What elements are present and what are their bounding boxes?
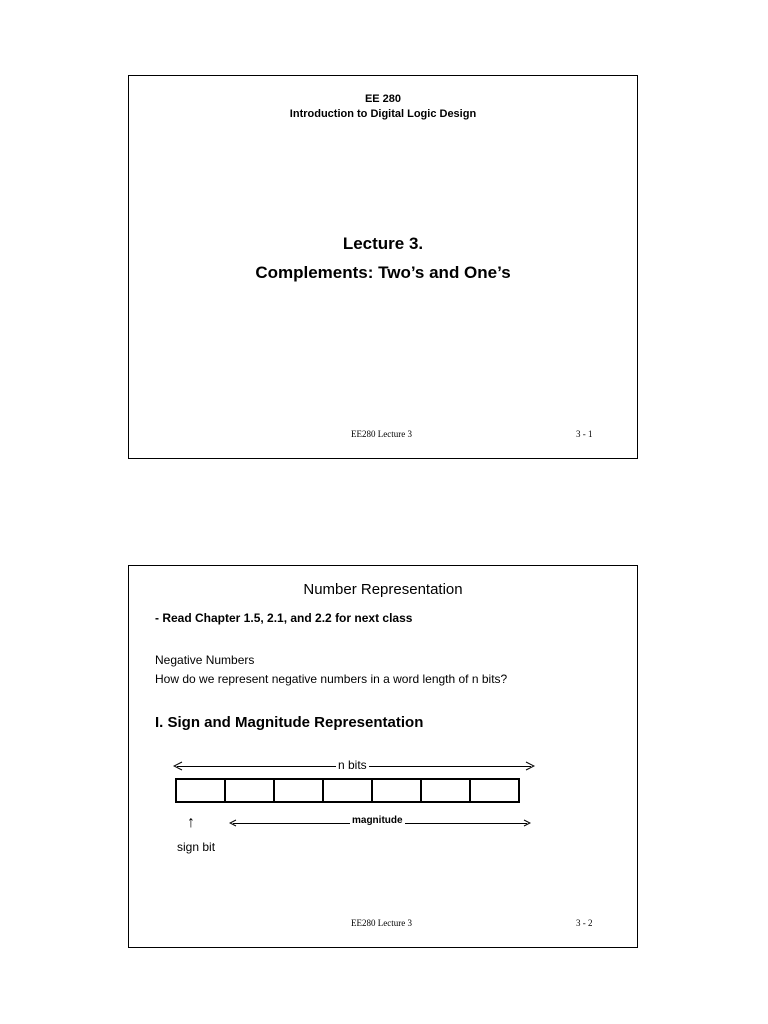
sign-bit-label: sign bit (177, 840, 216, 854)
course-code: EE 280 (364, 93, 402, 105)
arrow-right-icon (525, 761, 535, 771)
magnitude-label: magnitude (352, 815, 403, 826)
negative-numbers-heading: Negative Numbers (155, 653, 255, 667)
magnitude-bit-cell (322, 778, 373, 803)
up-arrow-icon: ↑ (187, 814, 195, 831)
n-bits-label: n bits (338, 758, 367, 772)
footer-label: EE280 Lecture 3 (351, 918, 412, 928)
footer-label: EE280 Lecture 3 (351, 429, 412, 439)
slide-title: Number Representation (303, 581, 463, 598)
bit-cells (175, 778, 520, 803)
slide-2 (128, 565, 638, 948)
section-heading: I. Sign and Magnitude Representation (155, 714, 424, 731)
magnitude-bit-cell (371, 778, 422, 803)
magnitude-bit-cell (420, 778, 471, 803)
arrow-left-icon (229, 819, 237, 827)
page-number: 3 - 1 (576, 429, 593, 439)
lecture-number: Lecture 3. (342, 234, 424, 253)
arrow-left-icon (173, 761, 183, 771)
magnitude-bit-cell (224, 778, 275, 803)
slide-1 (128, 75, 638, 459)
negative-numbers-question: How do we represent negative numbers in a word length of n bits? (155, 672, 508, 686)
course-name: Introduction to Digital Logic Design (289, 108, 477, 120)
page-number: 3 - 2 (576, 918, 593, 928)
magnitude-bit-cell (469, 778, 520, 803)
arrow-right-icon (523, 819, 531, 827)
magnitude-bit-cell (273, 778, 324, 803)
lecture-title: Complements: Two’s and One’s (255, 263, 511, 282)
reading-note: - Read Chapter 1.5, 2.1, and 2.2 for next class (155, 611, 413, 625)
sign-bit-cell (175, 778, 226, 803)
